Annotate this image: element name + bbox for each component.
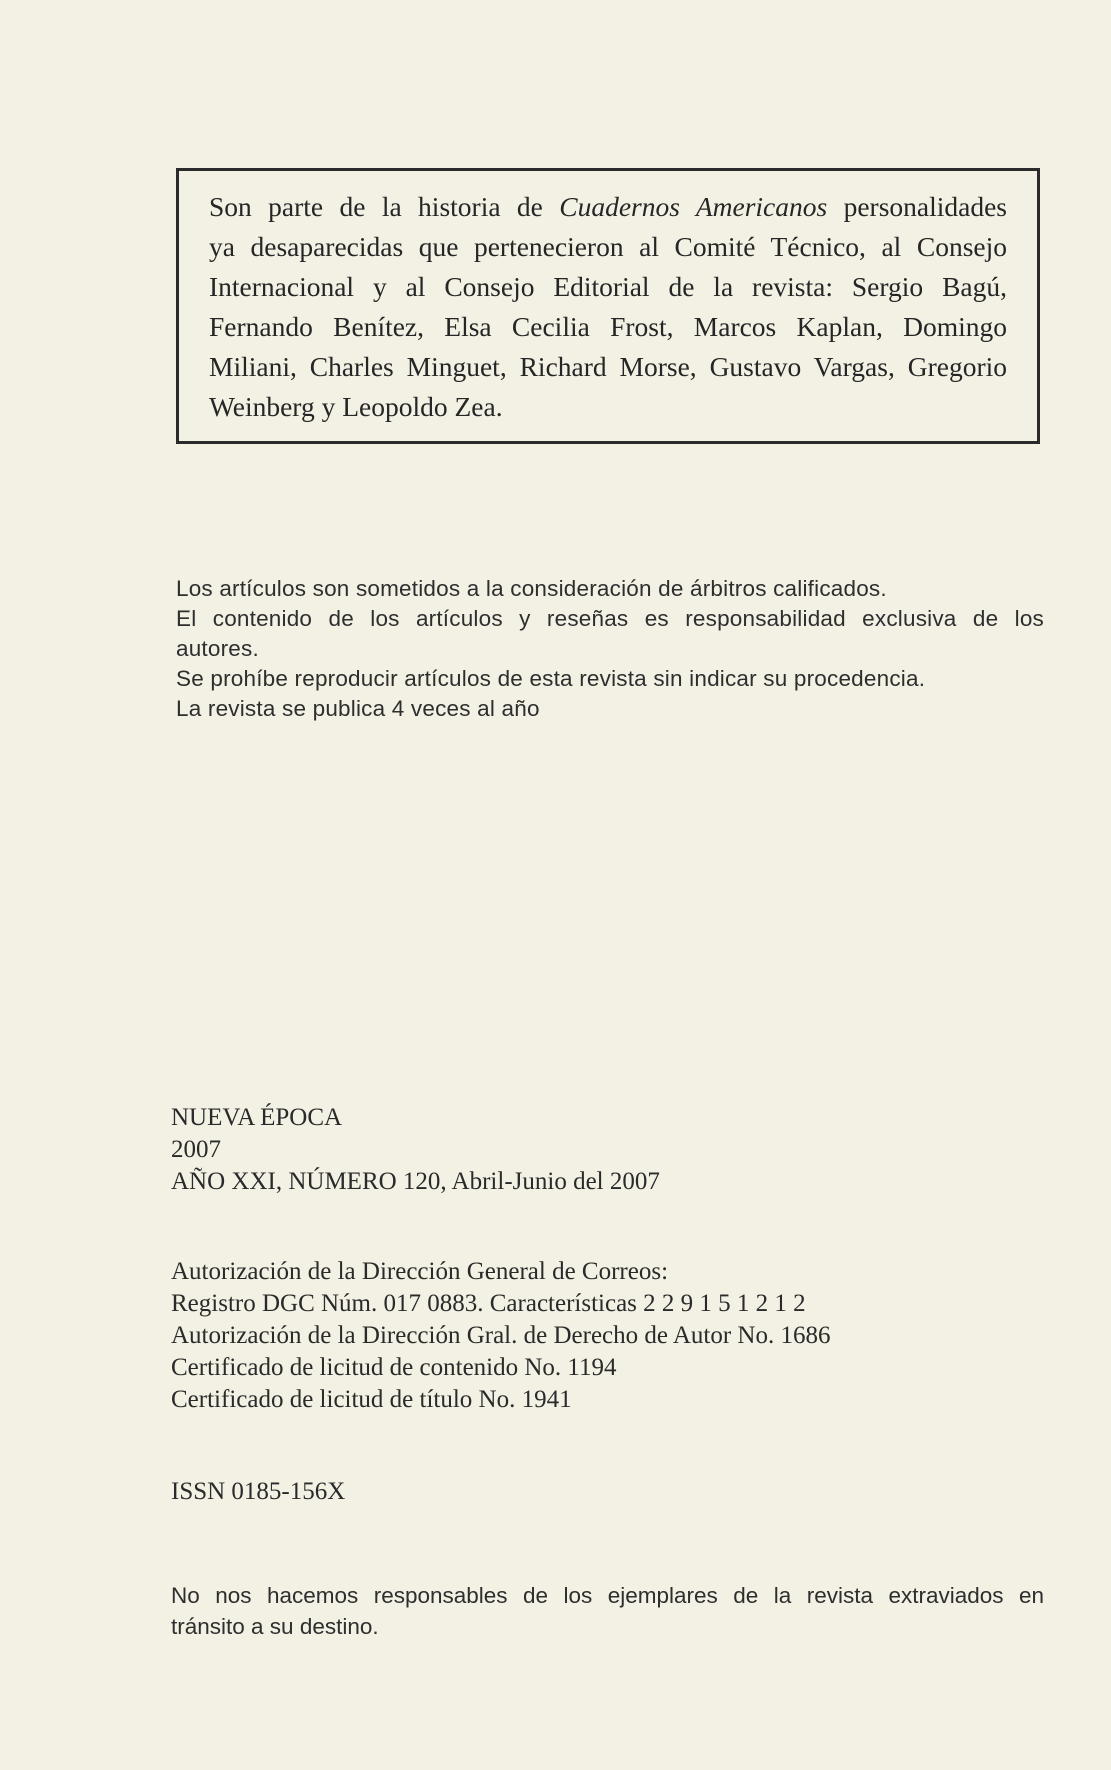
issn-number: ISSN 0185-156X: [171, 1478, 346, 1505]
reproduction-notice: Se prohíbe reproducir artículos de esta revista sin indicar su procedencia.: [176, 666, 926, 691]
transit-disclaimer: [171, 1580, 1044, 1642]
frequency-notice: La revista se publica 4 veces al año: [176, 696, 540, 721]
memorial-box: [176, 168, 1040, 444]
memorial-line: Weinberg y Leopoldo Zea.: [209, 391, 503, 422]
title-certificate: Certificado de licitud de título No. 1941: [171, 1386, 572, 1413]
referee-notice: Los artículos son sometidos a la consideración de árbitros calificados.: [176, 576, 887, 601]
memorial-line: Fernando Benítez, Elsa Cecilia Frost, Marcos Kaplan, Domingo: [209, 311, 1007, 342]
content-certificate: Certificado de licitud de contenido No. 1194: [171, 1354, 617, 1381]
memorial-line: Miliani, Charles Minguet, Richard Morse, Gustavo Vargas, Gregorio: [209, 351, 1007, 382]
disclaimer-line: tránsito a su destino.: [171, 1614, 379, 1639]
disclaimer-line: No nos hacemos responsables de los ejemplares de la revista extraviados en: [171, 1583, 1044, 1608]
postal-authorization: Autorización de la Dirección General de Correos:: [171, 1258, 669, 1285]
edition-info: [171, 1102, 660, 1198]
memorial-line: Internacional y al Consejo Editorial de la revista: Sergio Bagú,: [209, 271, 1007, 302]
editorial-notices: [176, 574, 1044, 724]
copyright-authorization: Autorización de la Dirección Gral. de Derecho de Autor No. 1686: [171, 1322, 831, 1349]
edition-year: 2007: [171, 1136, 221, 1163]
memorial-prefix: Son parte de la historia de: [209, 191, 560, 222]
responsibility-notice: El contenido de los artículos y reseñas es responsabilidad exclusiva de los: [176, 606, 1044, 631]
issn-block: [171, 1476, 345, 1508]
legal-info: [171, 1256, 831, 1416]
memorial-line: ya desaparecidas que pertenecieron al Comité Técnico, al Consejo: [209, 231, 1007, 262]
memorial-suffix: personalidades: [827, 191, 1007, 222]
edition-issue: AÑO XXI, NÚMERO 120, Abril-Junio del 2007: [171, 1168, 660, 1195]
registration-number: Registro DGC Núm. 017 0883. Características 2 2 9 1 5 1 2 1 2: [171, 1290, 806, 1317]
responsibility-notice-continued: autores.: [176, 636, 259, 661]
edition-series: NUEVA ÉPOCA: [171, 1104, 343, 1131]
memorial-line: [209, 187, 1007, 227]
journal-title: Cuadernos Americanos: [559, 191, 828, 222]
